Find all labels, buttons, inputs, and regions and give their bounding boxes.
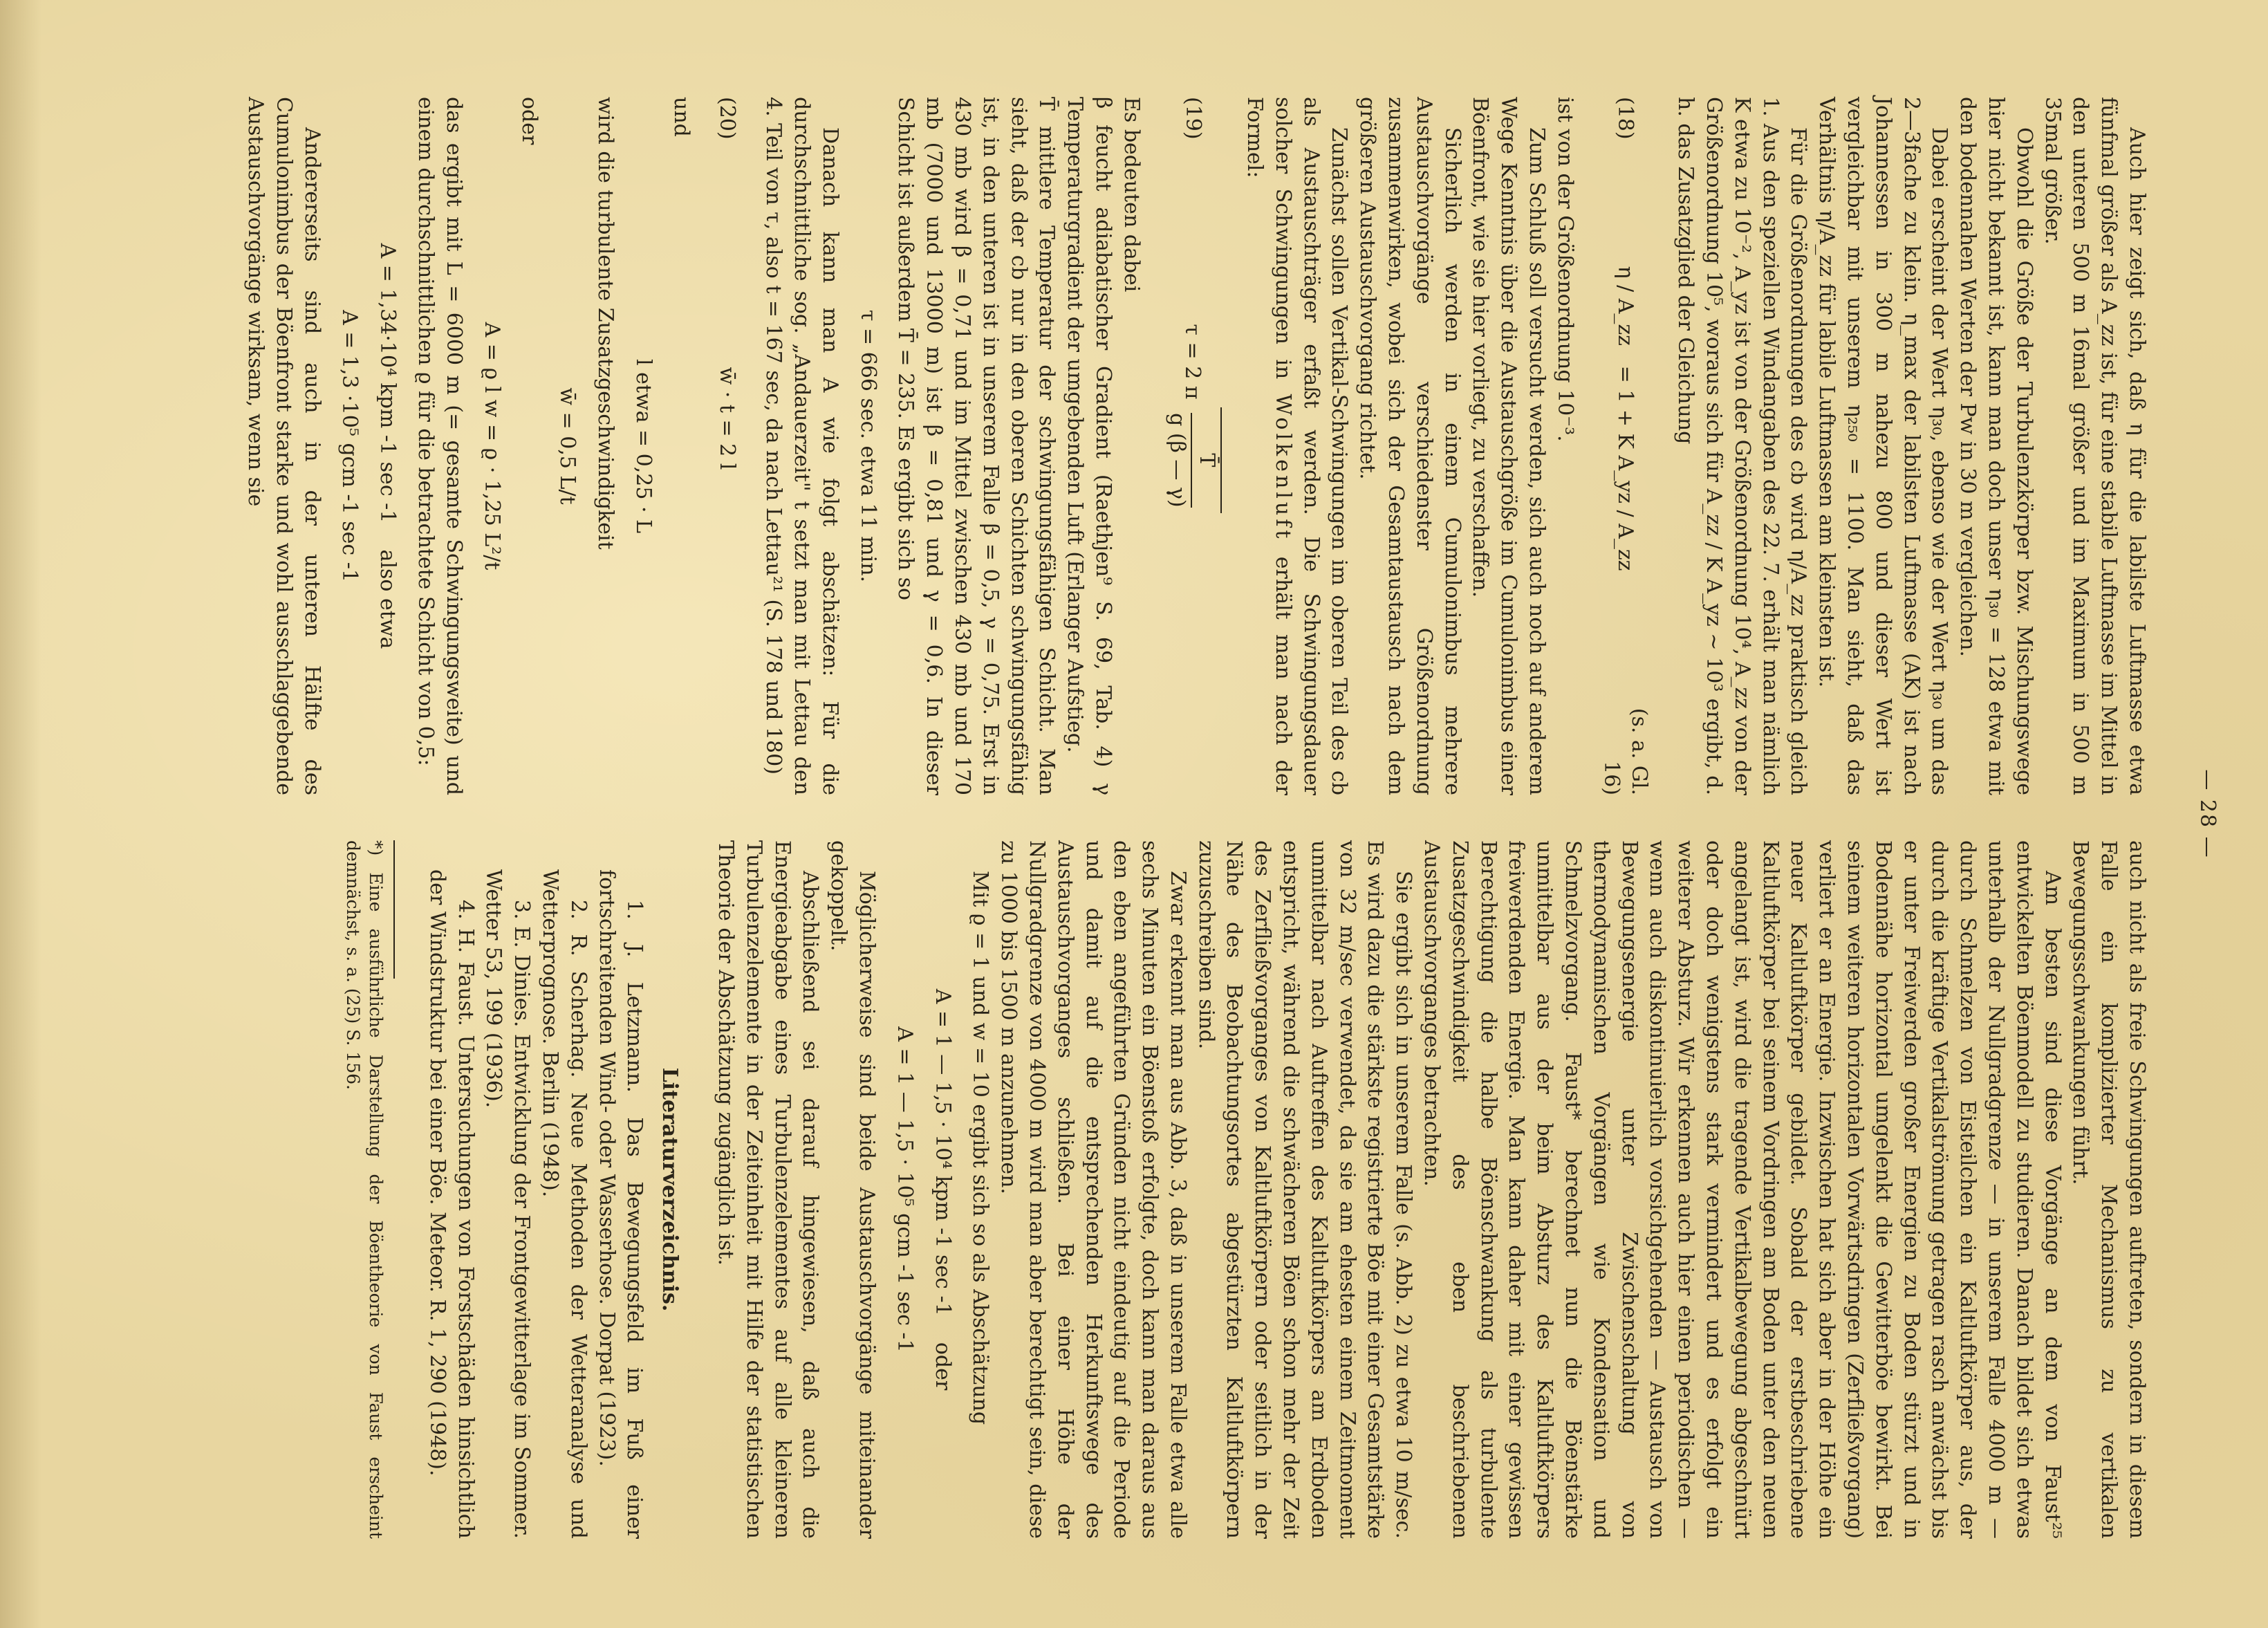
equation-18 bbox=[1597, 97, 1653, 795]
paragraph: das ergibt mit L = 6000 m (= gesamte Schwingungsweite) und einem durchschnittlichen ϱ für die betrachtete Schicht von 0,5: bbox=[413, 97, 466, 795]
paragraph: T̄ mittlere Temperatur der schwingungsfähigen Schicht. Man sieht, daß der cb nur in den oberen Schichten schwingungsfähig ist, in den unteren ist in unserem Falle β = 0,5, γ = 0,75. Erst in 430 mb wird β = 0,71 und im Mittel zwischen 430 mb und 170 mb (7000 und 13000 m) ist β = 0,81 und γ = 0,6. In dieser Schicht ist außerdem T̄ = 235. Es ergibt sich so bbox=[893, 97, 1059, 795]
page-number: — 28 — bbox=[2195, 769, 2220, 859]
equation-A2: A = 1,3 ·10⁵ gcm -1 sec -1 bbox=[337, 310, 362, 582]
equation-rhs: = 1 + K A_yz / A_zz bbox=[1613, 365, 1638, 571]
right-column bbox=[342, 840, 2150, 1539]
bibliography-title: Literaturverzeichnis. bbox=[658, 1067, 682, 1312]
bibliography-entry: 2. R. Scherhag. Neue Methoden der Wetteranalyse und Wetterprognose. Berlin (1948). bbox=[537, 869, 591, 1539]
equation-A: A = ϱ l w = ϱ · 1,25 L²/t bbox=[479, 322, 504, 571]
paragraph: Obwohl die Größe der Turbulenzkörper bzw. Mischungswege hier nicht bekannt ist, kann man doch unser η₃₀ = 128 etwa mit den bodennahen Werten der Pw in 30 m vergleichen. bbox=[1955, 97, 2036, 795]
paragraph: Dabei erscheint der Wert η₃₀, ebenso wie der Wert η₃₀ um das 2—3fache zu klein. η_max der labilsten Luftmasse (AK) ist nach Johannessen in 300 m nahezu 800 und dieser Wert ist vergleichbar mit unserem η₂₅₀ = 1100. Man sieht, daß das Verhältnis η/A_zz für labile Luftmassen am kleinsten ist. bbox=[1814, 97, 1952, 795]
equation-A1: A = 1,34·10⁴ kpm -1 sec -1 also etwa bbox=[375, 243, 400, 649]
paragraph: Andererseits sind auch in der unteren Hälfte des Cumulonimbus der Böenfront starke und wohl ausschlaggebende Austauschvorgänge wirksam, wenn sie bbox=[243, 97, 324, 795]
left-column bbox=[241, 97, 2150, 795]
paragraph: Am besten sind diese Vorgänge an dem von Faust²⁵ entwickelten Böenmodell zu studieren. Danach bildet sich etwas unterhalb der Nullgradgrenze — in unserem Falle 4000 m — durch Schmelzen von Eisteilchen ein Kaltluftkörper aus, der durch die kräftige Vertikalströmung getragen rasch anwächst bis er unter Freiwerden großer Energien zu Boden stürzt und in Bodennähe horizontal umgelenkt die Gewitterböe bewirkt. Bei seinem weiteren horizontalen Vorwärtsdringen (Zerfließvorgang) verliert er an Energie. Inzwischen hat sich aber in der Höhe ein neuer Kaltluftkörper gebildet. Sobald der erstbeschriebene Kaltluftkörper bei seinem Vordringen am Boden unter den neuen angelangt ist, wird die tragende Vertikalbewegung abgeschnürt oder doch wenigstens stark vermindert und es erfolgt ein weiterer Absturz. Wir erkennen auch hier einen periodischen — wenn auch diskontinuierlich vorsichgehenden — Austausch von Bewegungsenergie unter Zwischenschaltung von thermodynamischen Vorgängen wie Kondensation und Schmelzvorgang. Faust* berechnet nun die Böenstärke unmittelbar aus der beim Absturz des Kaltluftkörpers freiwerdenden Energie. Man kann daher mit einer gewissen Berechtigung die halbe Böenschwankung als turbulente Zusatzgeschwindigkeit des eben beschriebenen Austauschvorganges betrachten. bbox=[1420, 840, 2065, 1539]
equation-lhs: τ = 2 π bbox=[1180, 324, 1205, 400]
paragraph: Es bedeuten dabei bbox=[1119, 97, 1144, 293]
equation-reference: (s. a. Gl. 16) bbox=[1599, 707, 1652, 795]
footnote-rule bbox=[393, 840, 395, 979]
paragraph: Auch hier zeigt sich, daß η für die labilste Luftmasse etwa fünfmal größer als A_zz ist, für eine stabile Luftmasse im Mittel in den unteren 500 m 16mal größer und im Maximum in 500 m 35mal größer. bbox=[2040, 97, 2149, 795]
fraction-numerator: T̄ bbox=[1191, 413, 1221, 508]
equation-number: (19) bbox=[1180, 97, 1205, 140]
paragraph: β feucht adiabatischer Gradient (Raethjen⁹ S. 69, Tab. 4) γ Temperaturgradient der umgebenden Luft (Erlanger Aufstieg. bbox=[1063, 97, 1115, 795]
equation-number: (20) bbox=[715, 97, 740, 140]
bibliography-entry: 1. J. Letzmann. Das Bewegungsfeld im Fuß einer fortschreitenden Wind- oder Wasserhose. Dorpat (1923). bbox=[594, 869, 647, 1539]
paragraph: und bbox=[669, 97, 694, 137]
equation-tau: τ = 666 sec. etwa 11 min. bbox=[855, 309, 880, 583]
bibliography-entry: 4. H. Faust. Untersuchungen von Forstschäden hinsichtlich der Windstruktur bei einer Böe. Meteor. R. 1, 290 (1948). bbox=[425, 869, 478, 1539]
paragraph: Zwar erkennt man aus Abb. 3, daß in unserem Falle etwa alle sechs Minuten ein Böenstoß erfolgte, doch kann man daraus aus den eben angeführten Gründen nicht eindeutig auf die Periode und damit auf die entsprechenden Herkunftswege des Austauschvorganges schließen. Bei einer Höhe der Nullgradgrenze von 4000 m wird man aber berechtigt sein, diese zu 1000 bis 1500 m anzunehmen. bbox=[996, 840, 1190, 1539]
equation-19 bbox=[1163, 97, 1223, 795]
fraction-denominator: g (β — γ) bbox=[1165, 413, 1190, 508]
equation-number: (18) bbox=[1613, 97, 1638, 140]
paragraph: ist von der Größenordnung 10⁻³. bbox=[1552, 97, 1577, 442]
paragraph: Zum Schluß soll versucht werden, sich auch noch auf anderem Wege Kenntnis über die Austauschgröße im Cumulonimbus einer Böenfront, wie sie hier vorliegt, zu verschaffen. bbox=[1468, 97, 1550, 795]
equation-20: (20) w̄ · t = 2 l bbox=[713, 97, 741, 795]
bibliography-entry: 3. E. Dinies. Entwicklung der Frontgewitterlage im Sommer. Wetter 53, 199 (1936). bbox=[481, 869, 535, 1539]
paragraph: oder bbox=[517, 97, 542, 145]
paragraph: Für die Größenordnungen des cb wird η/A_zz praktisch gleich 1. Aus den speziellen Windangaben des 22. 7. erhält man nämlich K etwa zu 10⁻², A_yz ist von der Größenordnung 10⁴, A_zz von der Größenordnung 10⁵, woraus sich für A_zz / K A_yz ~ 10³ ergibt, d. h. das Zusatzglied der Gleichung bbox=[1673, 97, 1811, 795]
paragraph: Zunächst sollen Vertikal-Schwingungen im oberen Teil des cb als Austauschträger erfaßt werden. Die Schwingungsdauer solcher Schwingungen in Wolkenluft erhält man nach der Formel: bbox=[1243, 97, 1352, 795]
footnote: *) Eine ausführliche Darstellung der Böentheorie von Faust erscheint demnächst, s. a. (25) S. 156. bbox=[343, 840, 386, 1539]
paragraph: Möglicherweise sind beide Austauschvorgänge miteinander gekoppelt. bbox=[826, 840, 879, 1539]
paragraph: Abschließend sei darauf hingewiesen, daß auch die Energieabgabe eines Turbulenzelementes auf alle kleineren Turbulenzelemente in der Zeiteinheit mit Hilfe der statistischen Theorie der Abschätzung zugänglich ist. bbox=[713, 840, 823, 1539]
equation-l: l etwa = 0,25 · L bbox=[631, 358, 656, 534]
paragraph: wird die turbulente Zusatzgeschwindigkeit bbox=[593, 97, 617, 550]
paragraph: Sie ergibt sich in unserem Falle (s. Abb. 2) zu etwa 10 m/sec. Es wird dazu die stärkste registrierte Böe mit einer Gesamtstärke von 32 m/sec verwendet, da sie am ehesten einem Zeitmoment unmittelbar nach Auftreffen des Kaltluftkörpers am Erdboden entspricht, während die schwächeren Böen schon mehr der Zeit des Zerfließvorganges von Kaltluftkörpern oder seitlich in der Nähe des Beobachtungsortes abgestürzten Kaltluftkörpern zuzuschreiben sind. bbox=[1193, 840, 1416, 1539]
square-root bbox=[1163, 407, 1223, 513]
paragraph: auch nicht als freie Schwingungen auftreten, sondern in diesem Falle ein komplizierter Mechanismus zu vertikalen Bewegungsschwankungen führt. bbox=[2068, 840, 2149, 1539]
paragraph: Sicherlich werden in einem Cumulonimbus mehrere Austauschvorgänge verschiedenster Größenordnung zusammenwirken, wobei sich der Gesamtaustausch nach dem größeren Austauschvorgang richtet. bbox=[1355, 97, 1465, 795]
paragraph: Danach kann man A wie folgt abschätzen: Für die durchschnittliche sog. „Andauerzeit" t setzt man mit Lettau den 4. Teil von τ, also t = 167 sec, da nach Lettau²¹ (S. 178 und 180) bbox=[761, 97, 842, 795]
paragraph: Mit ϱ = 1 und w = 10 ergibt sich so als Abschätzung bbox=[968, 871, 993, 1425]
equation-w: w̄ = 0,5 L/t bbox=[555, 387, 580, 505]
equation-r1: A = 1 — 1,5 · 10⁴ kpm -1 sec -1 oder bbox=[930, 988, 955, 1391]
equation-lhs: η / A_zz bbox=[1613, 266, 1638, 346]
equation-r2: A = 1 — 1,5 · 10⁵ gcm -1 sec -1 bbox=[892, 1026, 917, 1353]
